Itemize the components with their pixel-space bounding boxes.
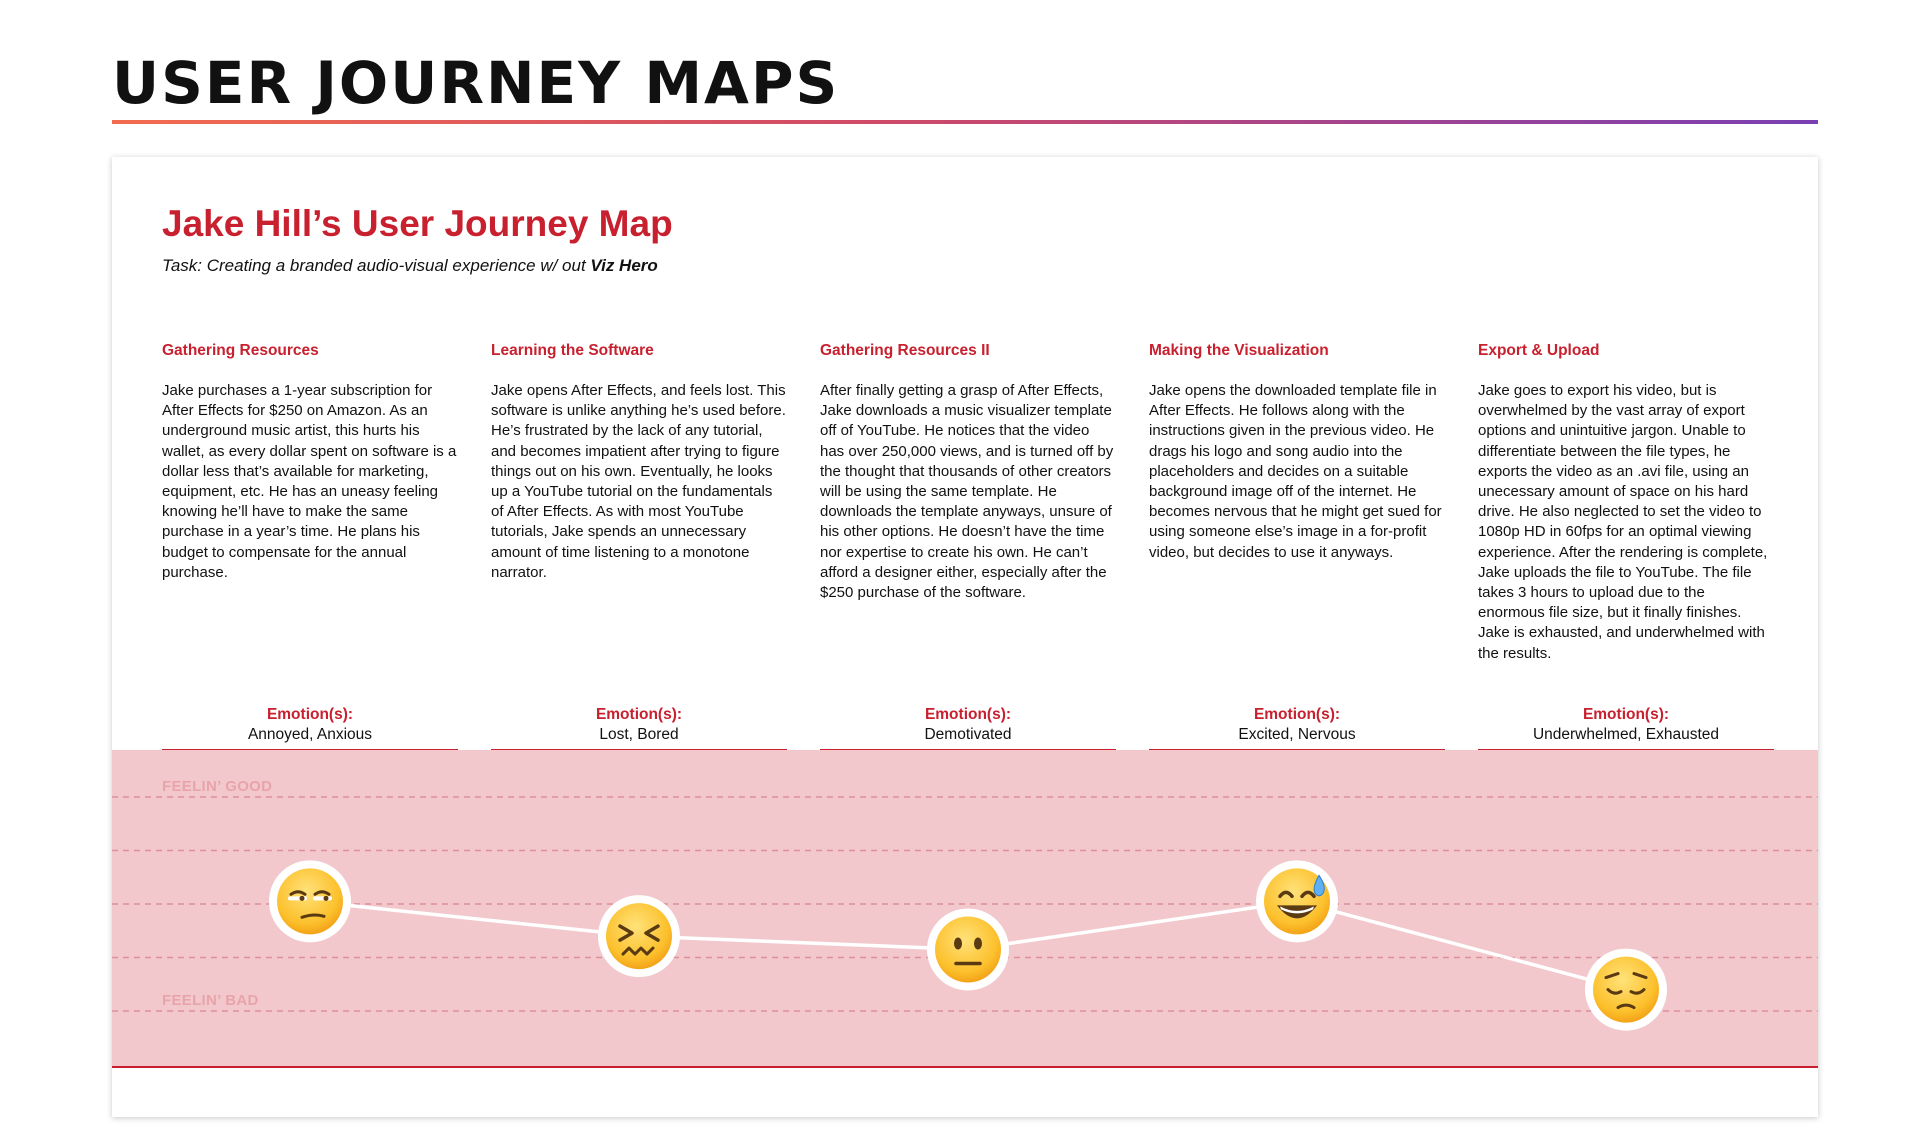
stage-column — [1149, 341, 1445, 563]
emotion-value: Demotivated — [924, 726, 1012, 743]
emotion-block — [1478, 705, 1774, 751]
stage-title: Making the Visualization — [1149, 342, 1329, 359]
stage-title: Gathering Resources — [162, 342, 319, 359]
emotion-value: Annoyed, Anxious — [247, 726, 373, 743]
emotion-block — [820, 705, 1116, 751]
pensive-face-icon — [1585, 949, 1667, 1031]
stage-description: After finally getting a grasp of After Effects, Jake downloads a music visualizer template off of YouTube. He notices that the video has over 250,000 views, and is turned off by the thought that thousands of other creators will be using the same template. He downloads the template anyways, unsure of his other options. He doesn’t have the time nor expertise to create his own. He can’t afford a designer either, especially after the $250 purchase of the software. — [820, 382, 1114, 602]
journey-map-card — [112, 157, 1818, 1117]
stage-description: Jake opens the downloaded template file in After Effects. He follows along with the instructions given in the previous video. He drags his logo and song audio into the placeholders and decides on a suitable background image off of the internet. He becomes nervous that he might get sued for using someone else’s image in a for-profit video, but decides to use it anyways. — [1149, 382, 1442, 561]
emotion-label: Emotion(s): — [266, 706, 354, 723]
feelin-good-label: FEELIN’ GOOD — [162, 778, 273, 795]
emotion-label: Emotion(s): — [1582, 706, 1670, 723]
title-divider — [112, 120, 1818, 124]
stage-column — [820, 341, 1116, 603]
emotion-value: Excited, Nervous — [1238, 726, 1356, 743]
emotion-value: Underwhelmed, Exhausted — [1532, 726, 1720, 743]
task-prefix: Task: Creating a branded audio-visual experience w/ out — [162, 256, 591, 275]
stage-title: Export & Upload — [1478, 342, 1600, 359]
task-product: Viz Hero — [590, 256, 658, 275]
stage-column — [1478, 341, 1774, 664]
task-line — [162, 255, 658, 277]
unamused-face-icon — [269, 860, 351, 942]
stage-description: Jake opens After Effects, and feels lost. This software is unlike anything he’s used before. He’s frustrated by the lack of any tutorial, and becomes impatient after trying to figure things out on his own. Eventually, he looks up a YouTube tutorial on the fundamentals of After Effects. As with most YouTube tutorials, Jake spends an unnecessary amount of time listening to a monotone narrator. — [491, 382, 786, 581]
emotion-label: Emotion(s): — [924, 706, 1012, 723]
stage-description: Jake purchases a 1-year subscription for After Effects for $250 on Amazon. As an underground music artist, this hurts his wallet, as every dollar spent on software is a dollar less that’s available for marketing, equipment, etc. He has an uneasy feeling knowing he’ll have to make the same purchase in a year’s time. He plans his budget to compensate for the annual purchase. — [162, 382, 457, 581]
confounded-face-icon — [598, 895, 680, 977]
emotion-block — [162, 705, 458, 751]
stage-description: Jake goes to export his video, but is overwhelmed by the vast array of export options and unintuitive jargon. Unable to differentiate between the file types, he exports the video as an .avi file, using an unecessary amount of space on his hard drive. He also neglected to set the video to 1080p HD in 60fps for an optimal viewing experience. After the rendering is complete, Jake uploads the file to YouTube. The file takes 3 hours to upload due to the enormous file size, but it finally finishes. Jake is exhausted, and underwhelmed with the results. — [1478, 382, 1768, 662]
stage-title: Learning the Software — [491, 342, 654, 359]
map-title: Jake Hill’s User Journey Map — [162, 203, 673, 244]
grinning-face-with-sweat-icon — [1256, 860, 1338, 942]
emotion-value: Lost, Bored — [599, 726, 679, 743]
feelin-bad-label: FEELIN’ BAD — [162, 992, 259, 1009]
emotion-block — [1149, 705, 1445, 751]
stage-title: Gathering Resources II — [820, 342, 990, 359]
page-title: USER JOURNEY MAPS — [112, 49, 840, 117]
emotion-label: Emotion(s): — [595, 706, 683, 723]
emotion-chart-svg — [112, 750, 1818, 1066]
stage-column — [491, 341, 787, 583]
emotion-chart — [112, 750, 1818, 1068]
emotion-block — [491, 705, 787, 751]
neutral-face-icon — [927, 908, 1009, 990]
emotion-label: Emotion(s): — [1253, 706, 1341, 723]
stage-column — [162, 341, 458, 583]
